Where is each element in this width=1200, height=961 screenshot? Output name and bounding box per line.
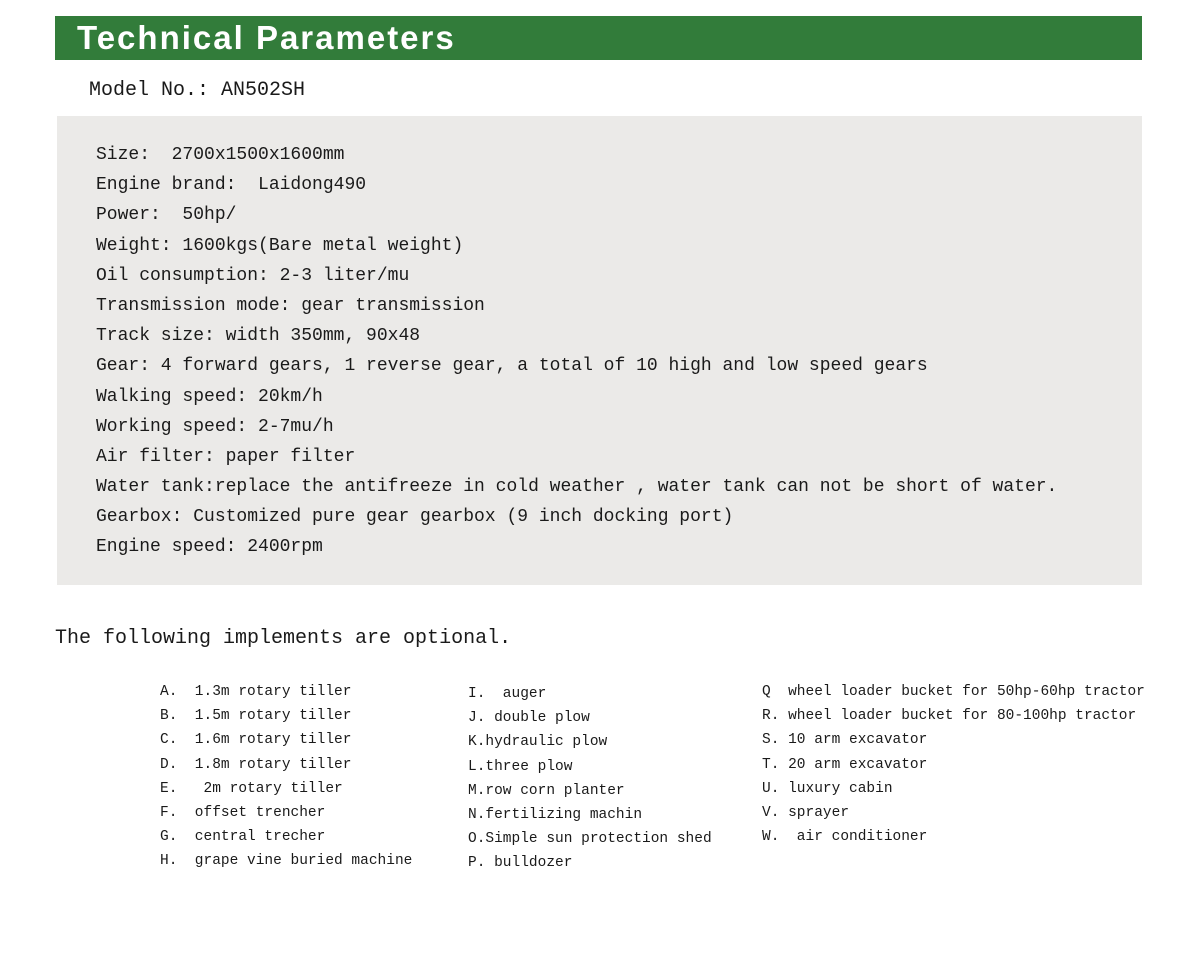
implement-item: W. air conditioner <box>762 829 928 846</box>
implement-item: L.three plow <box>468 758 573 775</box>
spec-transmission: Transmission mode: gear transmission <box>96 295 485 316</box>
implement-item: J. double plow <box>468 710 590 727</box>
spec-air-filter: Air filter: paper filter <box>96 446 356 467</box>
implement-item: M.row corn planter <box>468 782 625 799</box>
spec-list <box>96 142 1057 565</box>
implements-column-3 <box>762 682 1145 851</box>
implement-item: B. 1.5m rotary tiller <box>160 708 352 725</box>
implement-item: C. 1.6m rotary tiller <box>160 732 352 749</box>
spec-engine-speed: Engine speed: 2400rpm <box>96 537 323 558</box>
spec-walking-speed: Walking speed: 20km/h <box>96 386 323 407</box>
implement-item: H. grape vine buried machine <box>160 853 413 870</box>
implement-item: O.Simple sun protection shed <box>468 831 712 848</box>
spec-size: Size: 2700x1500x1600mm <box>96 145 345 165</box>
spec-weight: Weight: 1600kgs(Bare metal weight) <box>96 235 464 256</box>
implement-item: F. offset trencher <box>160 804 326 821</box>
spec-engine-brand: Engine brand: Laidong490 <box>96 175 367 196</box>
spec-gear: Gear: 4 forward gears, 1 reverse gear, a total of 10 high and low speed gears <box>96 356 928 377</box>
implement-item: I. auger <box>468 686 547 702</box>
header-bar <box>55 16 1142 60</box>
spec-working-speed: Working speed: 2-7mu/h <box>96 416 334 437</box>
page-title: Technical Parameters <box>77 19 456 56</box>
model-number: Model No.: AN502SH <box>89 79 306 102</box>
implement-item: R. wheel loader bucket for 80-100hp tractor <box>762 708 1137 725</box>
implement-item: S. 10 arm excavator <box>762 732 928 749</box>
implements-column-2 <box>468 684 712 878</box>
implement-item: P. bulldozer <box>468 855 573 872</box>
implement-item: E. 2m rotary tiller <box>160 780 343 797</box>
implement-item: A. 1.3m rotary tiller <box>160 684 352 700</box>
implements-column-1 <box>160 682 412 876</box>
optional-implements-heading: The following implements are optional. <box>55 627 512 650</box>
implement-item: D. 1.8m rotary tiller <box>160 756 352 773</box>
spec-gearbox: Gearbox: Customized pure gear gearbox (9 inch docking port) <box>96 507 734 528</box>
spec-oil-consumption: Oil consumption: 2-3 liter/mu <box>96 265 410 286</box>
spec-panel <box>57 116 1142 585</box>
spec-power: Power: 50hp/ <box>96 205 237 226</box>
implement-item: V. sprayer <box>762 804 850 821</box>
spec-track-size: Track size: width 350mm, 90x48 <box>96 326 421 347</box>
spec-water-tank: Water tank:replace the antifreeze in cold weather , water tank can not be short of water. <box>96 477 1058 498</box>
implement-item: N.fertilizing machin <box>468 806 643 823</box>
implement-item: G. central trecher <box>160 829 326 846</box>
implement-item: K.hydraulic plow <box>468 734 608 751</box>
implement-item: T. 20 arm excavator <box>762 756 928 773</box>
implement-item: Q wheel loader bucket for 50hp-60hp tractor <box>762 684 1145 700</box>
implement-item: U. luxury cabin <box>762 780 893 797</box>
